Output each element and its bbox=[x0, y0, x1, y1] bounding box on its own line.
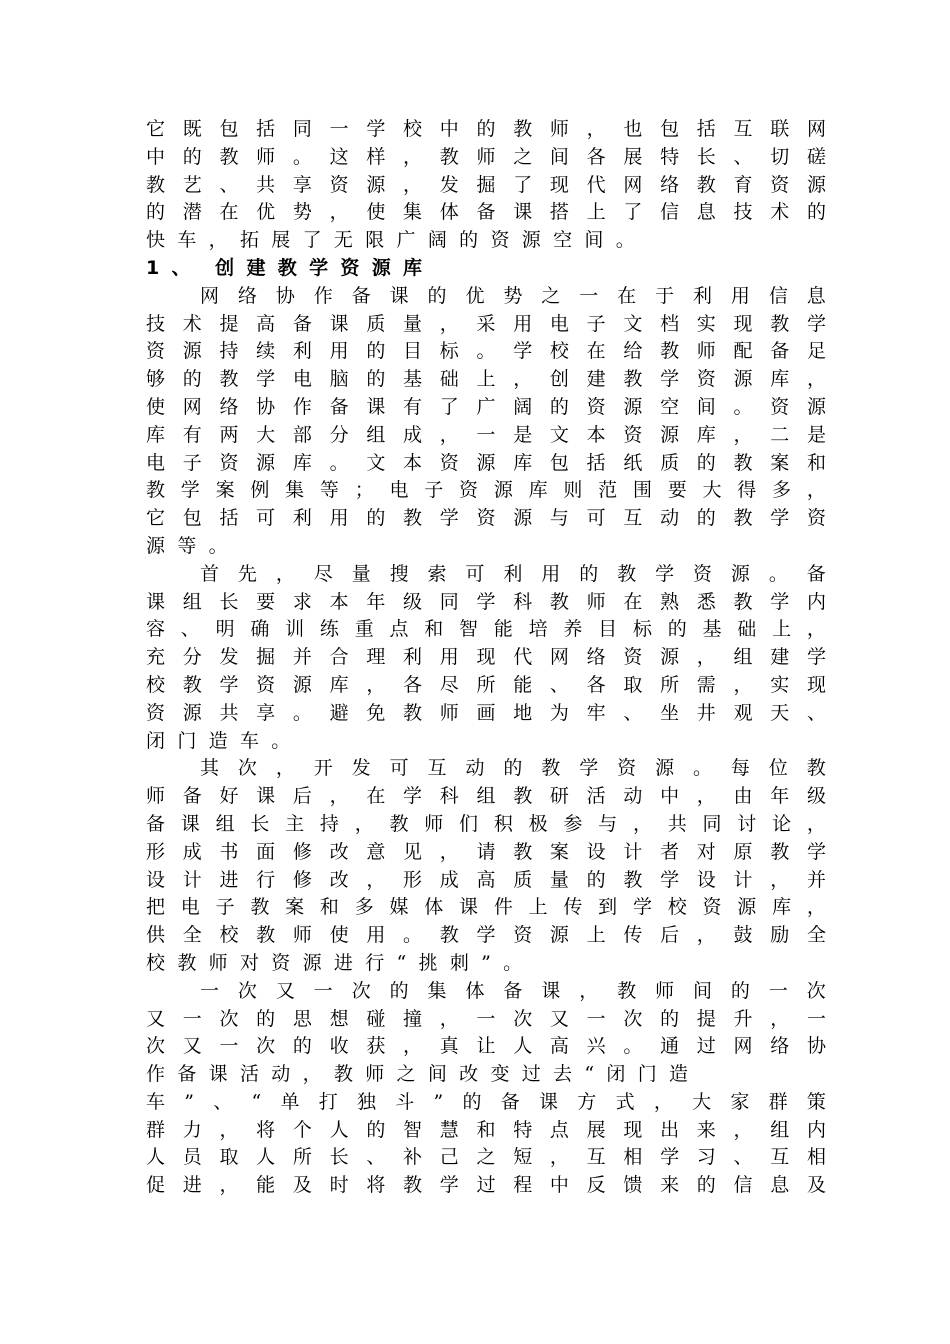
text-line: 教 学 案 例 集 等 ； 电 子 资 源 库 则 范 围 要 大 得 多 ， bbox=[146, 479, 826, 502]
text-line: 容 、 明 确 训 练 重 点 和 智 能 培 养 目 标 的 基 础 上 ， bbox=[146, 618, 826, 641]
text-line: 供 全 校 教 师 使 用 。 教 学 资 源 上 传 后 ， 鼓 励 全 bbox=[146, 924, 826, 947]
text-line: 源 等 。 bbox=[146, 534, 228, 557]
text-line: 够 的 教 学 电 脑 的 基 础 上 ， 创 建 教 学 资 源 库 ， bbox=[146, 368, 826, 391]
text-line: 师 备 好 课 后 ， 在 学 科 组 教 研 活 动 中 ， 由 年 级 bbox=[146, 785, 826, 808]
text-line: 网 络 协 作 备 课 的 优 势 之 一 在 于 利 用 信 息 bbox=[200, 284, 826, 307]
text-line: 它 包 括 可 利 用 的 教 学 资 源 与 可 互 动 的 教 学 资 bbox=[146, 507, 826, 530]
text-line: 次 又 一 次 的 收 获 ， 真 让 人 高 兴 。 通 过 网 络 协 bbox=[146, 1035, 826, 1058]
text-line: 人 员 取 人 所 长 、 补 己 之 短 ， 互 相 学 习 、 互 相 bbox=[146, 1146, 826, 1169]
text-line: 促 进 ， 能 及 时 将 教 学 过 程 中 反 馈 来 的 信 息 及 bbox=[146, 1174, 826, 1197]
text-line: 资 源 持 续 利 用 的 目 标 。 学 校 在 给 教 师 配 备 足 bbox=[146, 340, 826, 363]
text-line: 技 术 提 高 备 课 质 量 ， 采 用 电 子 文 档 实 现 教 学 bbox=[146, 312, 826, 335]
text-line: 电 子 资 源 库 。 文 本 资 源 库 包 括 纸 质 的 教 案 和 bbox=[146, 451, 826, 474]
body-text bbox=[146, 116, 826, 1200]
text-line: 闭 门 造 车 。 bbox=[146, 729, 291, 752]
text-line: 首 先 ， 尽 量 搜 索 可 利 用 的 教 学 资 源 。 备 bbox=[200, 562, 826, 585]
text-line: 备 课 组 长 主 持 ， 教 师 们 积 极 参 与 ， 共 同 讨 论 ， bbox=[146, 812, 826, 835]
text-line: 库 有 两 大 部 分 组 成 ， 一 是 文 本 资 源 库 ， 二 是 bbox=[146, 423, 826, 446]
text-line: 校 教 学 资 源 库 ， 各 尽 所 能 、 各 取 所 需 ， 实 现 bbox=[146, 673, 826, 696]
text-line: 快 车 ， 拓 展 了 无 限 广 阔 的 资 源 空 间 。 bbox=[146, 229, 635, 252]
text-line: 使 网 络 协 作 备 课 有 了 广 阔 的 资 源 空 间 。 资 源 bbox=[146, 395, 826, 418]
text-line: 它 既 包 括 同 一 学 校 中 的 教 师 ， 也 包 括 互 联 网 bbox=[146, 118, 826, 140]
text-line: 又 一 次 的 思 想 碰 撞 ， 一 次 又 一 次 的 提 升 ， 一 bbox=[146, 1007, 826, 1030]
text-line: 校 教 师 对 资 源 进 行 “ 挑 刺 ” 。 bbox=[146, 951, 523, 974]
text-line: 形 成 书 面 修 改 意 见 ， 请 教 案 设 计 者 对 原 教 学 bbox=[146, 840, 826, 863]
text-line: 设 计 进 行 修 改 ， 形 成 高 质 量 的 教 学 设 计 ， 并 bbox=[146, 868, 826, 891]
text-line: 群 力 ， 将 个 人 的 智 慧 和 特 点 展 现 出 来 ， 组 内 bbox=[146, 1118, 826, 1141]
text-line: 教 艺 、 共 享 资 源 ， 发 掘 了 现 代 网 络 教 育 资 源 bbox=[146, 173, 826, 196]
text-line: 充 分 发 掘 并 合 理 利 用 现 代 网 络 资 源 ， 组 建 学 bbox=[146, 646, 826, 669]
text-line: 一 次 又 一 次 的 集 体 备 课 ， 教 师 间 的 一 次 bbox=[200, 979, 826, 1002]
section-heading: 1 、 创 建 教 学 资 源 库 bbox=[146, 256, 423, 279]
text-line: 把 电 子 教 案 和 多 媒 体 课 件 上 传 到 学 校 资 源 库 ， bbox=[146, 896, 826, 919]
text-line: 其 次 ， 开 发 可 互 动 的 教 学 资 源 。 每 位 教 bbox=[200, 757, 826, 780]
text-line: 资 源 共 享 。 避 免 教 师 画 地 为 牢 、 坐 井 观 天 、 bbox=[146, 701, 826, 724]
text-line: 课 组 长 要 求 本 年 级 同 学 科 教 师 在 熟 悉 教 学 内 bbox=[146, 590, 826, 613]
text-line: 车 ” 、 “ 单 打 独 斗 ” 的 备 课 方 式 ， 大 家 群 策 bbox=[146, 1090, 826, 1113]
text-line: 作 备 课 活 动 ， 教 师 之 间 改 变 过 去 “ 闭 门 造 bbox=[146, 1063, 689, 1086]
text-line: 中 的 教 师 。 这 样 ， 教 师 之 间 各 展 特 长 、 切 磋 bbox=[146, 145, 826, 168]
text-line: 的 潜 在 优 势 ， 使 集 体 备 课 搭 上 了 信 息 技 术 的 bbox=[146, 201, 826, 224]
